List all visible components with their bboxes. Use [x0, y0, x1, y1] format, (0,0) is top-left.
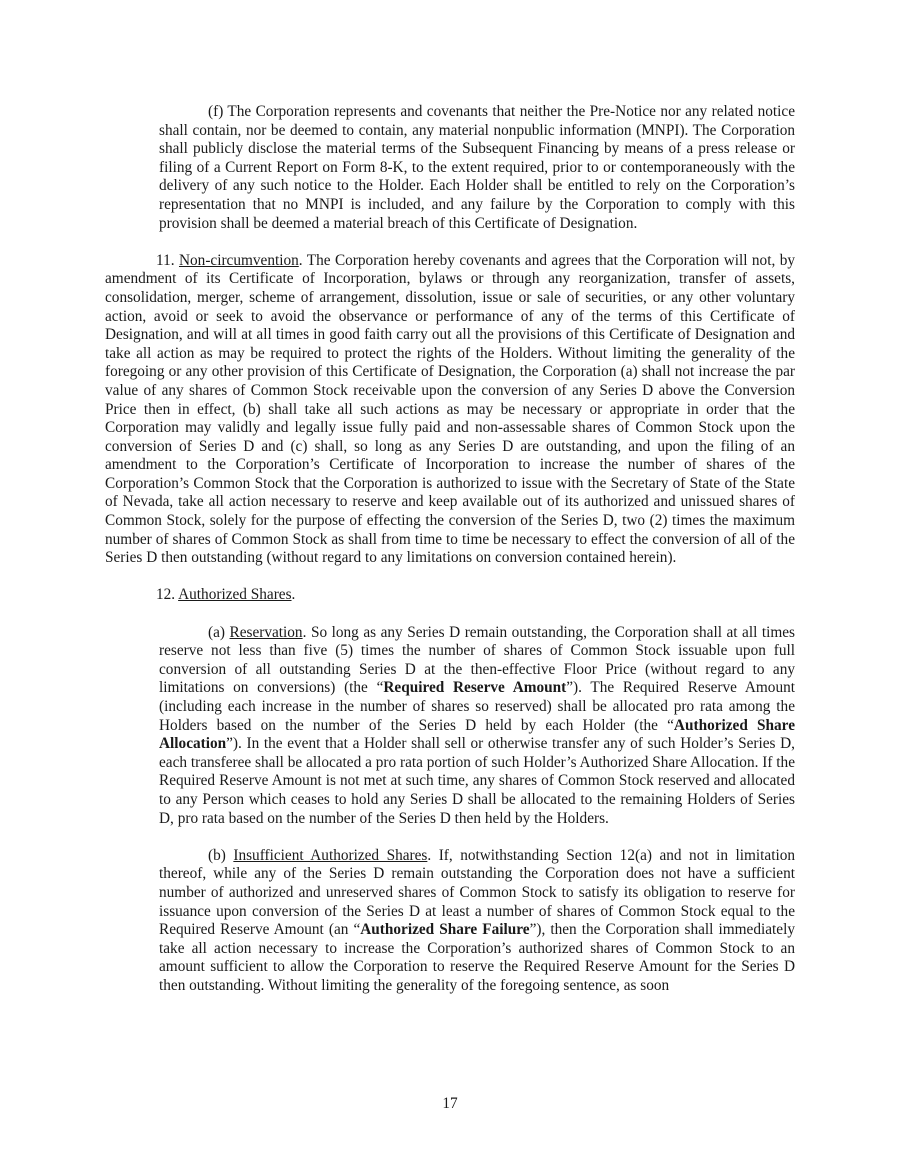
paragraph-10f	[105, 103, 795, 233]
defined-term-authorized-share-failure: Authorized Share Failure	[360, 921, 530, 939]
section-11	[105, 252, 795, 568]
paragraph-12a-text3: ”). In the event that a Holder shall sell or otherwise transfer any of such Holder’s Series D, each transferee shall be allocated a pro rata portion of such Holder’s Authorized Share Allocation. If the Required Reserve Amount is not met at such time, any shares of Common Stock reserved and allocated to any Person which ceases to hold any Series D shall be allocated to the remaining Holders of Series D, pro rata based on the number of the Series D then held by the Holders.	[159, 735, 795, 827]
paragraph-12a-text1: . So long as any Series D remain outstanding, the Corporation shall at all times reserve not less than five (5) times the number of shares of Common Stock issuable upon full conversion of all outstanding Series D at the then-effective Floor Price (without regard to any limitations on conversions) (the “	[159, 623, 796, 697]
section-12	[105, 586, 795, 605]
paragraph-12b-label: (b)	[208, 846, 226, 864]
section-11-heading: Non-circumvention	[178, 251, 299, 269]
defined-term-required-reserve-amount: Required Reserve Amount	[383, 679, 567, 697]
defined-term-authorized-share-allocation: Authorized Share Allocation	[159, 716, 795, 753]
section-12-heading: Authorized Shares	[178, 586, 292, 604]
paragraph-12a-label: (a)	[208, 623, 225, 641]
section-12-trailing: .	[291, 586, 296, 604]
page-number: 17	[442, 1095, 458, 1112]
paragraph-12b	[105, 847, 795, 996]
paragraph-12b-text1: . If, notwithstanding Section 12(a) and not in limitation thereof, while any of the Series D remain outstanding the Corporation does not have a sufficient number of authorized and unreserved shares of Common Stock to satisfy its obligation to reserve for issuance upon conversion of the Series D at least a number of shares of Common Stock equal to the Required Reserve Amount (an “	[159, 846, 795, 939]
document-body	[105, 103, 795, 996]
paragraph-12a	[105, 624, 795, 829]
paragraph-12a-heading: Reservation	[229, 623, 303, 641]
paragraph-12a-text2: ”). The Required Reserve Amount (including each increase in the number of shares so reserved) shall be allocated pro rata among the Holders based on the number of the Series D held by each Holder (the “	[159, 679, 795, 734]
section-12-number: 12.	[156, 586, 176, 604]
section-11-text: . The Corporation hereby covenants and agrees that the Corporation will not, by amendment of its Certificate of Incorporation, bylaws or through any reorganization, transfer of assets, consolidation, merger, scheme of arrangement, dissolution, issue or sale of securities, or any other voluntary action, avoid or seek to avoid the observance or performance of any of the terms of this Certificate of Designation, and will at all times in good faith carry out all the provisions of this Certificate of Designation and take all action as may be required to protect the rights of the Holders. Without limiting the generality of the foregoing or any other provision of this Certificate of Designation, the Corporation (a) shall not increase the par value of any shares of Common Stock receivable upon the conversion of any Series D above the Conversion Price then in effect, (b) shall take all such actions as may be necessary or appropriate in order that the Corporation may validly and legally issue fully paid and non-assessable shares of Common Stock upon the conversion of Series D and (c) shall, so long as any Series D are outstanding, and upon the filing of an amendment to the Corporation’s Certificate of Incorporation to increase the number of shares of the Corporation’s Common Stock that the Corporation is authorized to issue with the Secretary of State of the State of Nevada, take all action necessary to reserve and keep available out of its authorized and unissued shares of Common Stock, solely for the purpose of effecting the conversion of the Series D, two (2) times the maximum number of shares of Common Stock as shall from time to time be necessary to effect the conversion of all of the Series D then outstanding (without regard to any limitations on conversion contained herein).	[105, 251, 795, 567]
paragraph-12b-text2: ”), then the Corporation shall immediately take all action necessary to increase the Corporation’s authorized shares of Common Stock to an amount sufficient to allow the Corporation to reserve the Required Reserve Amount for the Series D then outstanding. Without limiting the generality of the foregoing sentence, as soon	[159, 921, 795, 994]
paragraph-12b-heading: Insufficient Authorized Shares	[233, 846, 428, 864]
paragraph-10f-text: (f) The Corporation represents and covenants that neither the Pre-Notice nor any related notice shall contain, nor be deemed to contain, any material nonpublic information (MNPI). The Corporation shall publicly disclose the material terms of the Subsequent Financing by means of a press release or filing of a Current Report on Form 8-K, to the extent required, prior to or contemporaneously with the delivery of any such notice to the Holder. Each Holder shall be entitled to rely on the Corporation’s representation that no MNPI is included, and any failure by the Corporation to comply with this provision shall be deemed a material breach of this Certificate of Designation.	[159, 103, 795, 232]
section-11-number: 11.	[156, 251, 175, 269]
